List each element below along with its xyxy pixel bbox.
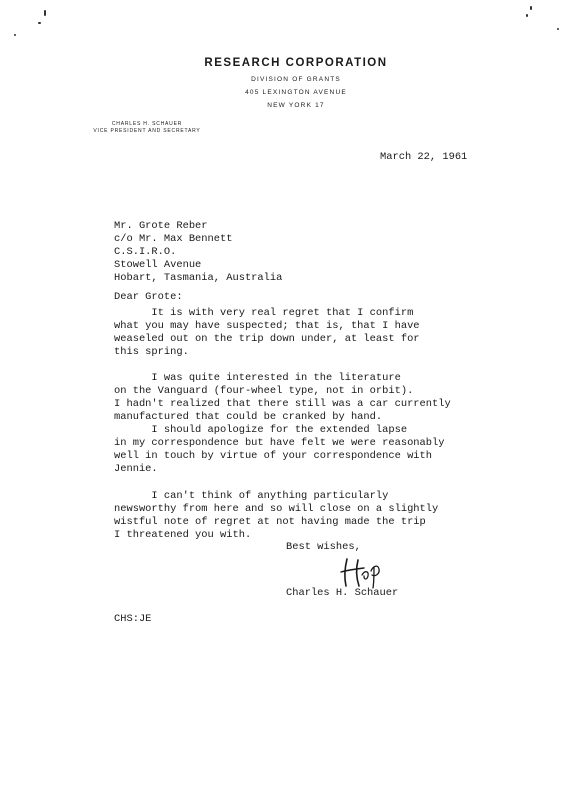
body-line: Jennie. <box>114 463 158 475</box>
salutation: Dear Grote: <box>114 291 183 303</box>
body-paragraph <box>114 490 534 542</box>
body-line: manufactured that could be cranked by hand. <box>114 411 383 423</box>
letter-date: March 22, 1961 <box>380 151 468 163</box>
body-line: on the Vanguard (four-wheel type, not in orbit). <box>114 385 414 397</box>
signer-name: Charles H. Schauer <box>286 587 399 599</box>
body-line: I should apologize for the extended lapse <box>114 424 408 436</box>
body-line: well in touch by virtue of your correspondence with <box>114 450 433 462</box>
body-line: It is with very real regret that I confirm <box>114 307 414 319</box>
letterhead-city: NEW YORK 17 <box>267 102 325 109</box>
scan-speck <box>557 28 559 30</box>
scan-speck <box>44 10 46 16</box>
recipient-line: Stowell Avenue <box>114 259 202 271</box>
sender-title: VICE PRESIDENT AND SECRETARY <box>93 128 201 134</box>
closing: Best wishes, <box>286 541 361 553</box>
body-line: this spring. <box>114 346 189 358</box>
letterhead-street: 405 LEXINGTON AVENUE <box>245 89 347 96</box>
recipient-line: Mr. Grote Reber <box>114 220 208 232</box>
recipient-line: Hobart, Tasmania, Australia <box>114 272 283 284</box>
scan-speck <box>530 6 532 10</box>
body-line: weaseled out on the trip down under, at least for <box>114 333 420 345</box>
body-line: newsworthy from here and so will close on a slightly <box>114 503 439 515</box>
recipient-address <box>114 220 282 285</box>
recipient-line: c/o Mr. Max Bennett <box>114 233 233 245</box>
letterhead-organization: RESEARCH CORPORATION <box>204 57 388 69</box>
scan-speck <box>38 22 41 24</box>
sender-name: CHARLES H. SCHAUER <box>111 121 183 127</box>
body-paragraph <box>114 424 534 476</box>
body-paragraph <box>114 372 534 424</box>
reference-initials: CHS:JE <box>114 613 152 625</box>
scan-speck <box>526 14 528 17</box>
body-line: I threatened you with. <box>114 529 252 541</box>
recipient-line: C.S.I.R.O. <box>114 246 177 258</box>
body-paragraph <box>114 307 534 359</box>
body-line: wistful note of regret at not having made the trip <box>114 516 426 528</box>
letterhead-division: DIVISION OF GRANTS <box>251 76 341 83</box>
body-line: what you may have suspected; that is, that I have <box>114 320 420 332</box>
body-line: I was quite interested in the literature <box>114 372 401 384</box>
scan-speck <box>14 34 16 36</box>
body-line: in my correspondence but have felt we were reasonably <box>114 437 445 449</box>
body-line: I hadn't realized that there still was a car currently <box>114 398 451 410</box>
handwritten-signature <box>338 555 394 589</box>
body-line: I can't think of anything particularly <box>114 490 389 502</box>
